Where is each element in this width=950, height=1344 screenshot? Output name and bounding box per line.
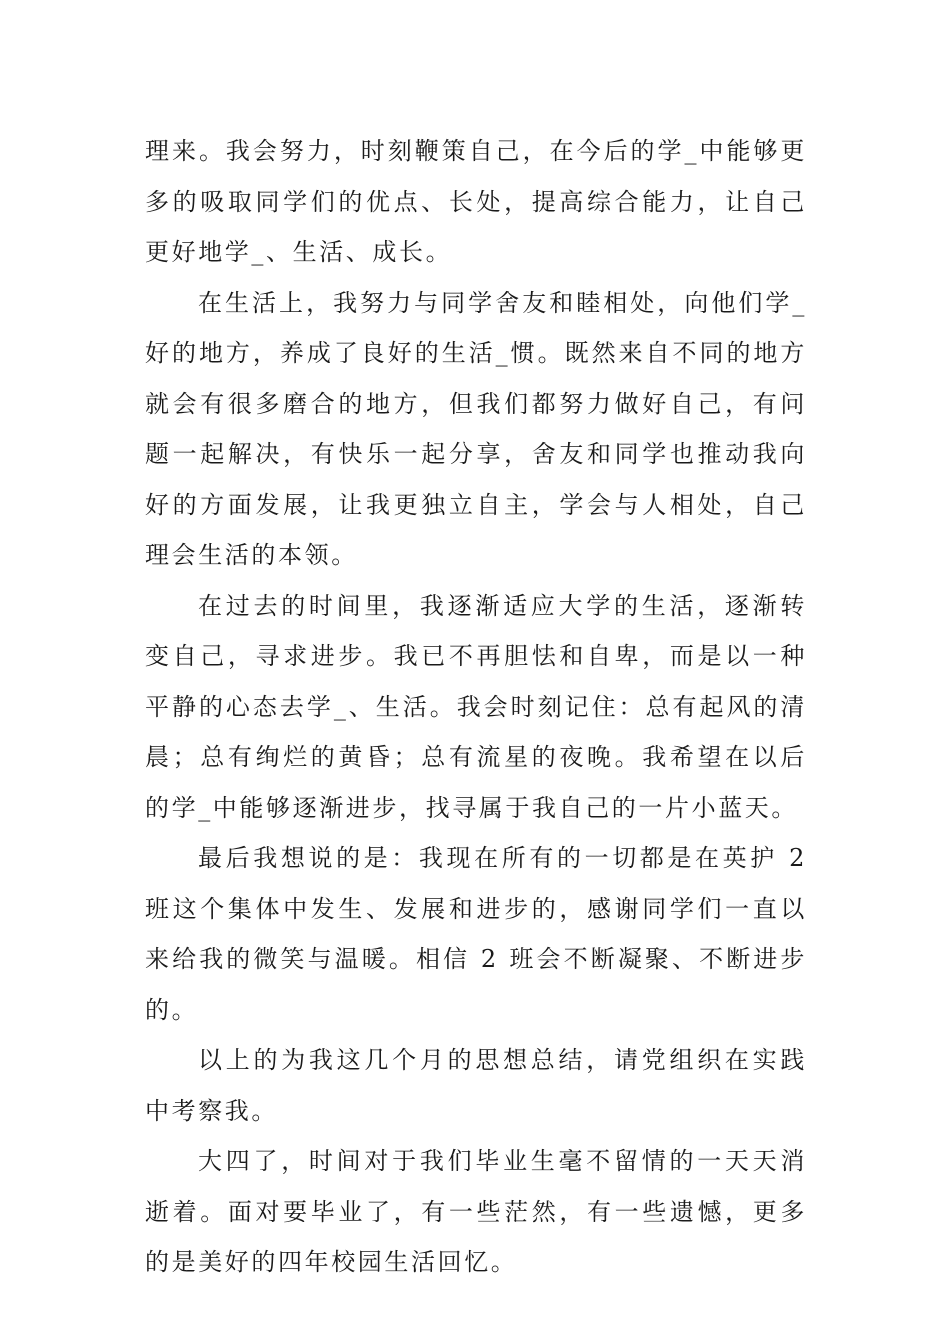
paragraph: 在过去的时间里，我逐渐适应大学的生活，逐渐转变自己，寻求进步。我已不再胆怯和自卑，而是以一种平静的心态去学_、生活。我会时刻记住：总有起风的清晨；总有绚烂的黄昏；总有流星的夜晚。我希望在以后的学_中能够逐渐进步，找寻属于我自己的一片小蓝天。 [145,591,807,822]
paragraph: 在生活上，我努力与同学舍友和睦相处，向他们学_好的地方，养成了良好的生活_惯。既然来自不同的地方就会有很多磨合的地方，但我们都努力做好自己，有问题一起解决，有快乐一起分享，舍友和同学也推动我向好的方面发展，让我更独立自主，学会与人相处，自己理会生活的本领。 [145,288,807,569]
body-text [145,126,807,1288]
paragraph: 最后我想说的是：我现在所有的一切都是在英护 2 班这个集体中发生、发展和进步的，感谢同学们一直以来给我的微笑与温暖。相信 2 班会不断凝聚、不断进步的。 [145,844,807,1024]
paragraph: 理来。我会努力，时刻鞭策自己，在今后的学_中能够更多的吸取同学们的优点、长处，提高综合能力，让自己更好地学_、生活、成长。 [145,137,807,266]
paragraph: 大四了，时间对于我们毕业生毫不留情的一天天消逝着。面对要毕业了，有一些茫然，有一些遗憾，更多的是美好的四年校园生活回忆。 [145,1147,807,1276]
paragraph: 以上的为我这几个月的思想总结，请党组织在实践中考察我。 [145,1046,807,1125]
